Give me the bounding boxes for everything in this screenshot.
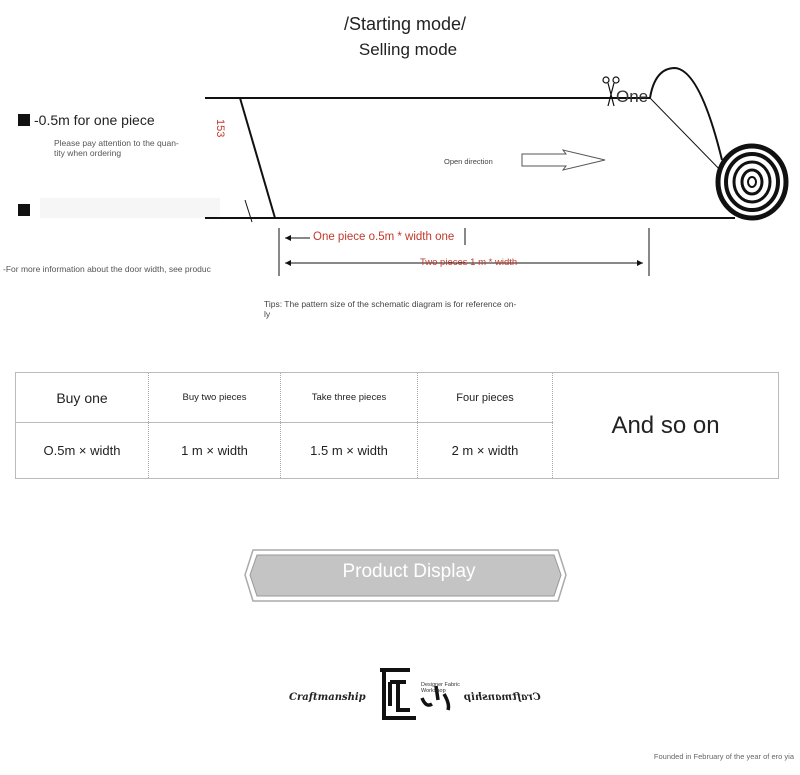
pricing-table (15, 372, 779, 479)
logo-subtext-line2: Workshop (421, 688, 446, 694)
pricing-header-2: Buy two pieces (149, 373, 281, 423)
open-direction-label: Open direction (444, 157, 493, 166)
logo-left-text: Craftmanship (289, 692, 366, 703)
product-display-label: Product Display (342, 561, 476, 582)
pricing-value-3: 1.5 m × width (281, 423, 418, 479)
pricing-header-3: Take three pieces (281, 373, 418, 423)
fabric-roll-diagram (0, 0, 800, 340)
pricing-header-row (16, 373, 779, 423)
pricing-continuation: And so on (611, 411, 720, 439)
pricing-value-4: 2 m × width (418, 423, 553, 479)
logo-subtext (421, 682, 460, 694)
arrow-right-icon (522, 150, 605, 170)
founded-note: Founded in February of the year of ero yia (653, 752, 794, 761)
quantity-note-line2: tity when ordering (54, 148, 122, 158)
measure-one-label: One piece o.5m * width one (313, 231, 455, 243)
option-half-meter-label: -0.5m for one piece (34, 112, 155, 128)
title-line2: Selling mode (358, 40, 458, 59)
logo-mark (376, 664, 456, 724)
dimension-label: 153 (214, 119, 226, 138)
roll-label: One (616, 87, 649, 106)
title-line1: /Starting mode/ (343, 14, 467, 34)
pricing-header-4: Four pieces (418, 373, 553, 423)
logo-right-text: Craftmanship (464, 692, 541, 703)
tips-line1: Tips: The pattern size of the schematic diagram is for reference on- (264, 299, 517, 309)
pricing-header-1: Buy one (16, 373, 149, 423)
logo-subtext-line1: Designer Fabric (421, 682, 460, 688)
pricing-value-2: 1 m × width (149, 423, 281, 479)
pricing-value-1: O.5m × width (16, 423, 149, 479)
tips-line2: ly (264, 309, 271, 319)
quantity-note-line1: Please pay attention to the quan- (54, 138, 179, 148)
measure-two-label: Two pieces 1 m * width (420, 257, 518, 268)
tips-note (264, 299, 544, 319)
door-width-note: -For more information about the door width, see produc (3, 264, 211, 274)
